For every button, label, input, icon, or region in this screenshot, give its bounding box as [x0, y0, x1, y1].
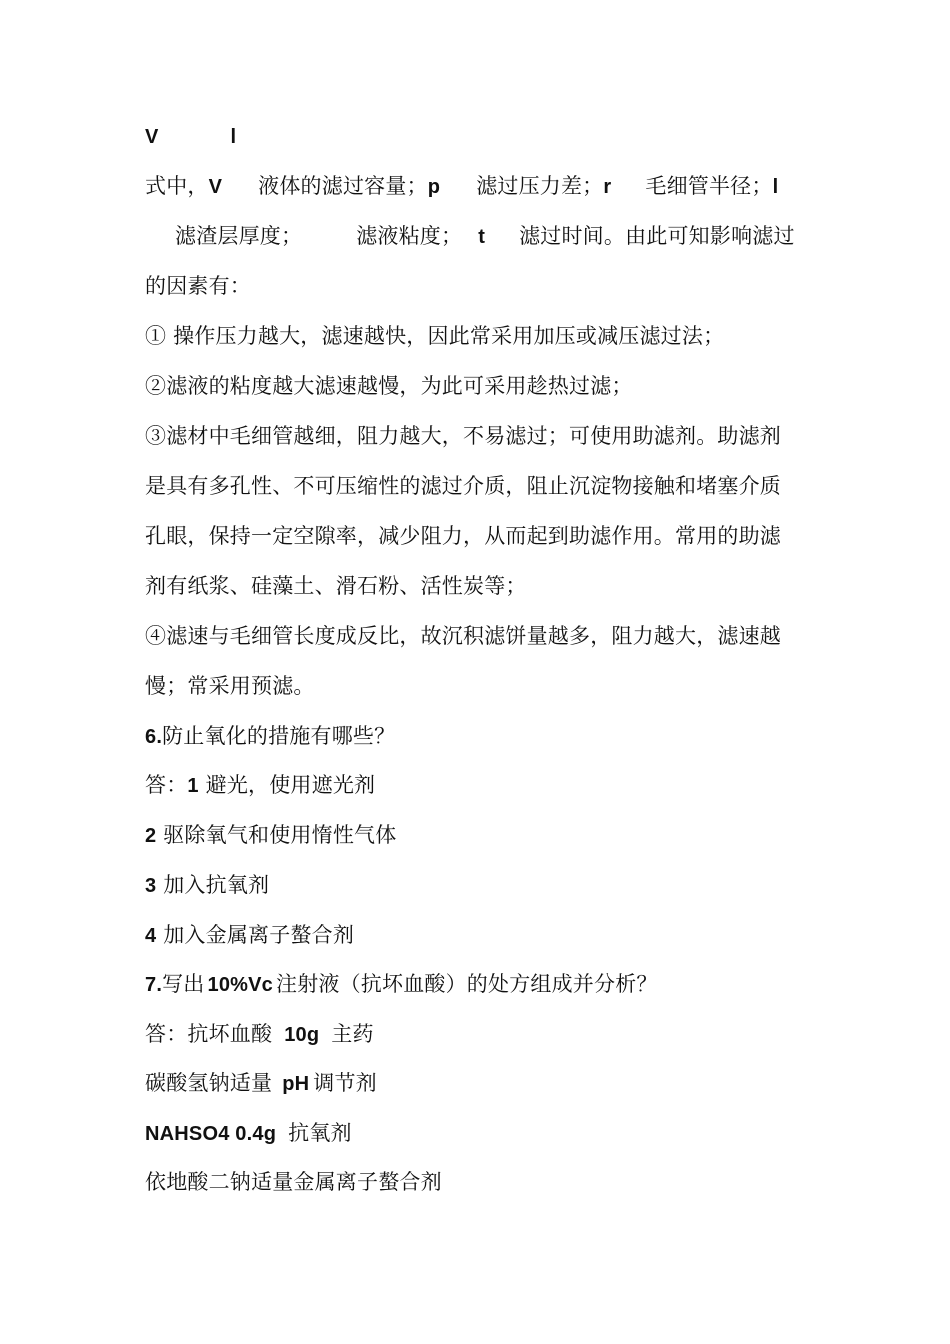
question-6-text: 防止氧化的措施有哪些？	[162, 724, 396, 748]
answer-6-item-number: 1	[187, 775, 199, 797]
factor-line: 慢；常采用预滤。	[145, 674, 315, 698]
answer-7-amount: NAHSO4 0.4g	[145, 1123, 277, 1145]
answer-6-item	[145, 770, 810, 801]
answer-7-amount: pH	[282, 1073, 310, 1095]
answer-7-role: 调节剂	[313, 1071, 377, 1095]
symbol-l: l	[772, 176, 779, 198]
answer-6-item-text: 驱除氧气和使用惰性气体	[163, 823, 397, 847]
symbol-r: r	[603, 176, 612, 198]
answer-7-row	[145, 1118, 810, 1149]
question-7-bold: 10%Vc	[207, 974, 273, 996]
question-7-text-a: 写出	[162, 972, 205, 996]
factor-line: ③滤材中毛细管越细，阻力越大，不易滤过；可使用助滤剂。助滤剂	[145, 424, 781, 448]
symbol-v: V	[208, 176, 223, 198]
answer-6-item-text: 加入金属离子螯合剂	[163, 923, 355, 947]
answer-7-name: 抗坏血酸	[187, 1022, 273, 1046]
formula-line	[145, 121, 810, 152]
formula-var-v: V	[145, 126, 159, 148]
factor-line: 剂有纸浆、硅藻土、滑石粉、活性炭等；	[145, 574, 527, 598]
question-7-text-b: 注射液（抗坏血酸）的处方组成并分析？	[276, 972, 658, 996]
symbol-t-desc: 滤过时间。由此可知影响滤过	[519, 224, 795, 248]
definition-line-1	[145, 171, 810, 202]
symbol-t: t	[478, 226, 486, 248]
answer-7-prefix: 答：	[145, 1022, 188, 1046]
answer-7-role: 抗氧剂	[288, 1121, 352, 1145]
definition-line-2	[145, 221, 810, 252]
answer-7-row	[145, 1068, 810, 1099]
answer-6-item-number: 4	[145, 925, 157, 947]
answer-7-name: 依地酸二钠适量金属离子螯合剂	[145, 1170, 442, 1194]
answer-6-item	[145, 820, 810, 851]
definition-cont: 的因素有：	[145, 274, 251, 298]
question-6	[145, 721, 810, 752]
question-7	[145, 969, 810, 1000]
answer-6-item-number: 3	[145, 875, 157, 897]
definition-prefix: 式中，	[145, 174, 209, 198]
answer-7-row	[145, 1019, 810, 1050]
symbol-p: p	[427, 176, 441, 198]
symbol-r-desc: 毛细管半径；	[645, 174, 773, 198]
symbol-l-desc: 滤渣层厚度；	[175, 224, 303, 248]
symbol-v-desc: 液体的滤过容量；	[258, 174, 428, 198]
factor-line: 孔眼，保持一定空隙率，减少阻力，从而起到助滤作用。常用的助滤	[145, 524, 781, 548]
answer-6-item-number: 2	[145, 825, 157, 847]
symbol-p-desc: 滤过压力差；	[476, 174, 604, 198]
answer-6-item-text: 避光，使用遮光剂	[205, 773, 376, 797]
answer-6-item	[145, 920, 810, 951]
question-6-number: 6.	[145, 726, 163, 748]
factor-line: 是具有多孔性、不可压缩性的滤过介质，阻止沉淀物接触和堵塞介质	[145, 474, 781, 498]
definition-line-3	[145, 271, 810, 301]
formula-var-l: l	[230, 126, 237, 148]
answer-7-amount: 10g	[284, 1024, 320, 1046]
answer-7-row	[145, 1167, 810, 1197]
answer-7-name: 碳酸氢钠适量	[145, 1071, 273, 1095]
answer-7-role: 主药	[331, 1022, 374, 1046]
answer-6-item-text: 加入抗氧剂	[163, 873, 270, 897]
factor-line: ②滤液的粘度越大滤速越慢，为此可采用趁热过滤；	[145, 374, 633, 398]
factor-line: ④滤速与毛细管长度成反比，故沉积滤饼量越多，阻力越大，滤速越	[145, 624, 781, 648]
factor-line: ① 操作压力越大，滤速越快，因此常采用加压或减压滤过法；	[145, 324, 725, 348]
answer-6-prefix: 答：	[145, 773, 188, 797]
question-7-number: 7.	[145, 974, 163, 996]
symbol-eta-desc: 滤液粘度；	[356, 224, 463, 248]
answer-6-item	[145, 870, 810, 901]
